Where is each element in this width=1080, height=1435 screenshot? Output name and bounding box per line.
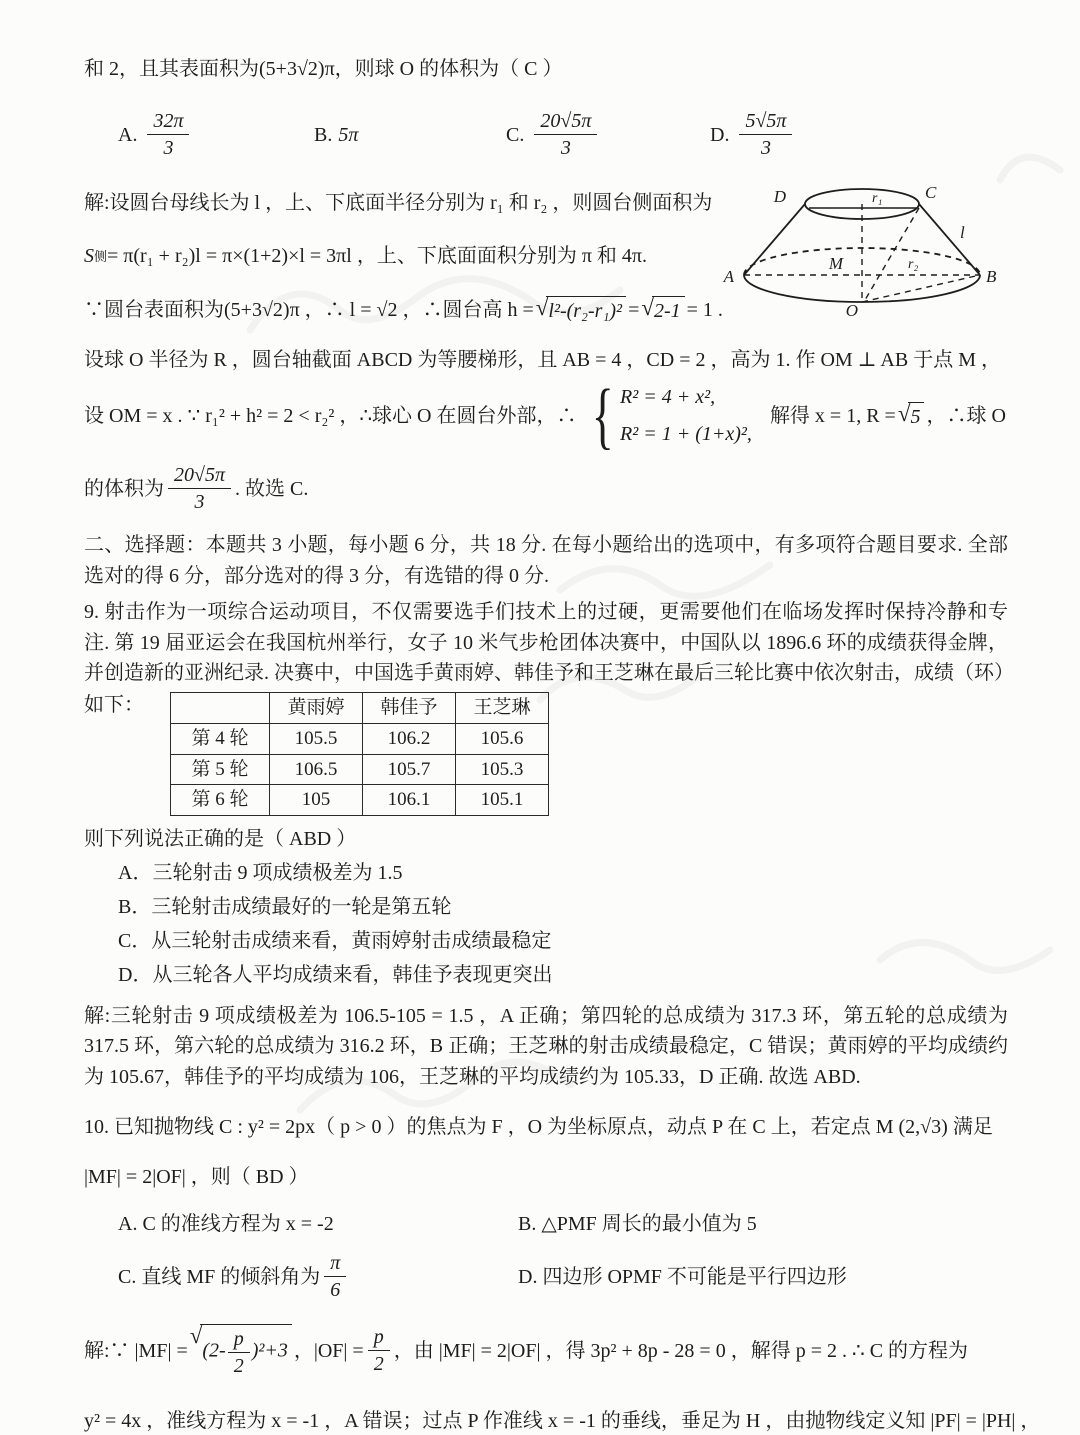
radicand-open: (2- (202, 1340, 226, 1363)
q10-option-c-text: C. 直线 MF 的倾斜角为 (118, 1265, 321, 1288)
r-value-radical (898, 402, 925, 431)
q8-option-a-label: A. (118, 123, 138, 146)
q9-option-d: D．从三轮各人平均成绩来看，韩佳予表现更突出 (118, 963, 553, 986)
q8-solution-line-1 (84, 190, 1008, 217)
q10-solution-mid-2: ，由 |MF| = 2|OF| ，得 3p² + 8p - 28 = 0 ，解得 p = 2 . ∴ C 的方程为 (393, 1339, 969, 1362)
q10-option-c (118, 1252, 518, 1302)
q8-solution-line-1-text: 解:设圆台母线长为 l ，上、下底面半径分别为 r₁ 和 r₂ ，则圆台侧面积为 (84, 192, 713, 215)
equation-system (585, 374, 752, 457)
label-c: C (925, 183, 937, 202)
height-radical (536, 296, 626, 325)
radicand: 2-1 (652, 296, 685, 325)
score-cell: 106.2 (363, 723, 456, 754)
q8-solution-line-2-text: = π(r₁ + r₂)l = π×(1+2)×l = 3πl ，上、下底面面积分别为 π 和 4π. (107, 245, 648, 268)
q8-solution-line-5 (84, 374, 1008, 457)
q8-option-d-fraction (739, 110, 792, 160)
q10-option-d: D. 四边形 OPMF 不可能是平行四边形 (518, 1265, 847, 1288)
s-side-variable: S (84, 245, 94, 268)
q10-solution-line-1 (84, 1324, 1008, 1378)
radical-sign: √ (897, 400, 911, 426)
p-over-2-fraction (228, 1328, 250, 1378)
label-a: A (723, 267, 734, 286)
q8-solution-line-6-pre: 的体积为 (84, 477, 164, 500)
fraction-denominator: 2 (373, 1353, 384, 1376)
fraction-numerator: π (324, 1252, 346, 1277)
q9-table-block (84, 692, 1008, 816)
label-b: B (986, 267, 997, 286)
fraction-denominator: 3 (163, 137, 174, 160)
q9-option-b: B．三轮射击成绩最好的一轮是第五轮 (118, 895, 452, 918)
q8-option-d (710, 110, 1008, 160)
q9-stem-tail: 如下： (84, 694, 144, 717)
q10-solution-mid-1: ，|OF| = (293, 1339, 364, 1362)
q8-solution-line-4 (84, 347, 1008, 374)
q9-prompt: 则下列说法正确的是（ ABD ） (84, 827, 357, 850)
fraction-denominator: 6 (330, 1279, 341, 1302)
fraction-numerator: 32π (147, 110, 189, 135)
header-blank (171, 693, 270, 724)
mf-radical (190, 1324, 292, 1378)
q10-solution-line-1-pre: 解:∵ |MF| = (84, 1339, 188, 1362)
fraction-numerator: 20√5π (168, 464, 231, 489)
radicand (200, 1324, 291, 1378)
q8-option-c-fraction (534, 110, 597, 160)
q10-option-c-fraction (324, 1252, 346, 1302)
question-10-options (118, 1211, 1008, 1302)
row-label: 第 4 轮 (171, 723, 270, 754)
label-m: M (828, 254, 843, 273)
row-label: 第 5 轮 (171, 754, 270, 785)
header-athlete-1: 黄雨婷 (270, 693, 363, 724)
fraction-numerator: 20√5π (534, 110, 597, 135)
q10-option-a: A. C 的准线方程为 x = -2 (118, 1213, 334, 1236)
q8-option-b-value: 5π (338, 123, 359, 146)
q8-solution-line-6-end: . 故选 C. (235, 477, 309, 500)
table-row (171, 754, 549, 785)
fraction-denominator: 3 (560, 137, 571, 160)
q8-option-a-fraction (147, 110, 189, 160)
q8-solution-line-2 (84, 243, 1008, 270)
scores-table (170, 692, 549, 816)
volume-fraction (168, 464, 231, 514)
radical-sign: √ (535, 295, 549, 321)
fraction-numerator: p (228, 1328, 250, 1353)
q10-solution-line-2 (84, 1408, 1041, 1435)
label-l: l (960, 223, 965, 242)
score-cell: 105.5 (270, 723, 363, 754)
q8-solution-line-3 (84, 296, 1008, 325)
fraction-numerator: 5√5π (739, 110, 792, 135)
fraction-numerator: p (368, 1326, 390, 1351)
q8-solution-line-4-text: 设球 O 半径为 R ，圆台轴截面 ABCD 为等腰梯形，且 AB = 4 ，CD = 2 ，高为 1. 作 OM ⊥ AB 于点 M ， (84, 349, 1001, 372)
label-o: O (845, 301, 858, 320)
score-cell: 106.5 (270, 754, 363, 785)
system-brace: { (591, 374, 614, 457)
table-row (171, 723, 549, 754)
s-side-subscript: 侧 (94, 249, 108, 265)
question-10-stem-line-2 (84, 1164, 1008, 1191)
q8-option-a (118, 110, 314, 160)
q8-solution-line-6 (84, 464, 1008, 514)
system-equation-1: R² = 4 + x², (620, 386, 716, 409)
of-fraction (368, 1326, 390, 1376)
q8-option-c (506, 110, 710, 160)
document-body (84, 0, 1041, 1435)
row-label: 第 6 轮 (171, 785, 270, 816)
equals: = (628, 299, 640, 322)
q9-option-c: C．从三轮射击成绩来看，黄雨婷射击成绩最稳定 (118, 929, 552, 952)
radical-sign: √ (189, 1323, 203, 1349)
system-equation-2: R² = 1 + (1+x)², (620, 423, 752, 446)
question-8-stem: 和 2，且其表面积为(5+3√2)π，则球 O 的体积为（ C ） (84, 58, 563, 80)
fraction-denominator: 2 (233, 1355, 244, 1378)
score-cell: 106.1 (363, 785, 456, 816)
radicand: 5 (908, 402, 924, 431)
value-radical (641, 296, 684, 325)
q8-solution-line-3-pre: ∵圆台表面积为(5+3√2)π ，∴ l = √2 ，∴圆台高 h = (84, 299, 534, 322)
score-cell: 105.1 (456, 785, 549, 816)
section-2-header: 二、选择题：本题共 3 小题，每小题 6 分，共 18 分. 在每小题给出的选项中，有多项符合题目要求. 全部选对的得 6 分，部分选对的得 3 分，有选错的得 0 分. (84, 534, 1008, 587)
table-row (171, 785, 549, 816)
table-header-row (171, 693, 549, 724)
question-10-stem-line-1: 10. 已知抛物线 C : y² = 2px（ p > 0 ）的焦点为 F ，O 为坐标原点，动点 P 在 C 上，若定点 M (2,√3) 满足 (84, 1116, 993, 1139)
q9-solution: 解:三轮射击 9 项成绩极差为 106.5-105 = 1.5 ，A 正确；第四轮的总成绩为 317.3 环，第五轮的总成绩为 317.5 环，第六轮的总成绩为 316.2 环，B 正确；王芝琳的射击成绩最稳定，C 错误；黄雨婷的平均成绩约为 105.67，韩佳予的平均成绩为 106，王芝琳的平均成绩约为 105.33，D 正确. 故选 ABD. (84, 1004, 1008, 1088)
score-cell: 105 (270, 785, 363, 816)
score-cell: 105.3 (456, 754, 549, 785)
label-r1: r₁ (872, 191, 883, 206)
fraction-denominator: 3 (194, 491, 205, 514)
radicand-close: )²+3 (251, 1340, 288, 1363)
q8-option-d-label: D. (710, 123, 730, 146)
question-8-options (118, 110, 1008, 160)
label-r2: r₂ (908, 257, 919, 272)
q10-solution-line-2-text: y² = 4x ，准线方程为 x = -1 ，A 错误；过点 P 作准线 x = -1 的垂线，垂足为 H ，由抛物线定义知 |PF| = |PH| ， (84, 1410, 1041, 1433)
radicand: l²-(r₂-r₁)² (546, 296, 626, 325)
label-d: D (773, 187, 786, 206)
question-9-stem: 9. 射击作为一项综合运动项目，不仅需要选手们技术上的过硬，更需要他们在临场发挥时保持冷静和专注. 第 19 届亚运会在我国杭州举行，女子 10 米气步枪团体决赛中，中国队以 1896.6 环的成绩获得金牌，并创造新的亚洲纪录. 决赛中，中国选手黄雨婷、韩佳予和王芝琳在最后三轮比赛中依次射击，成绩（环） (84, 601, 1014, 684)
score-cell: 105.6 (456, 723, 549, 754)
q8-option-b-label: B. (314, 123, 333, 146)
q8-option-c-label: C. (506, 123, 525, 146)
q8-solution-line-5-mid: 解得 x = 1, R = (769, 404, 896, 427)
header-athlete-3: 王芝琳 (456, 693, 549, 724)
radical-sign: √ (641, 295, 654, 321)
fraction-denominator: 3 (760, 137, 771, 160)
q10-option-b: B. △PMF 周长的最小值为 5 (518, 1213, 757, 1236)
header-athlete-2: 韩佳予 (363, 693, 456, 724)
score-cell: 105.7 (363, 754, 456, 785)
q8-solution-line-5-end: ，∴球 O (926, 404, 1006, 427)
question-10-stem-line-2-text: |MF| = 2|OF| ，则（ BD ） (84, 1166, 309, 1189)
q8-option-b (314, 122, 506, 149)
q8-solution-line-5-pre: 设 OM = x . ∵ r₁² + h² = 2 < r₂² ，∴球心 O 在圆台外部，∴ (84, 404, 577, 427)
q9-option-a: A．三轮射击 9 项成绩极差为 1.5 (118, 861, 403, 884)
q8-solution-line-3-end: = 1 . (686, 299, 723, 322)
